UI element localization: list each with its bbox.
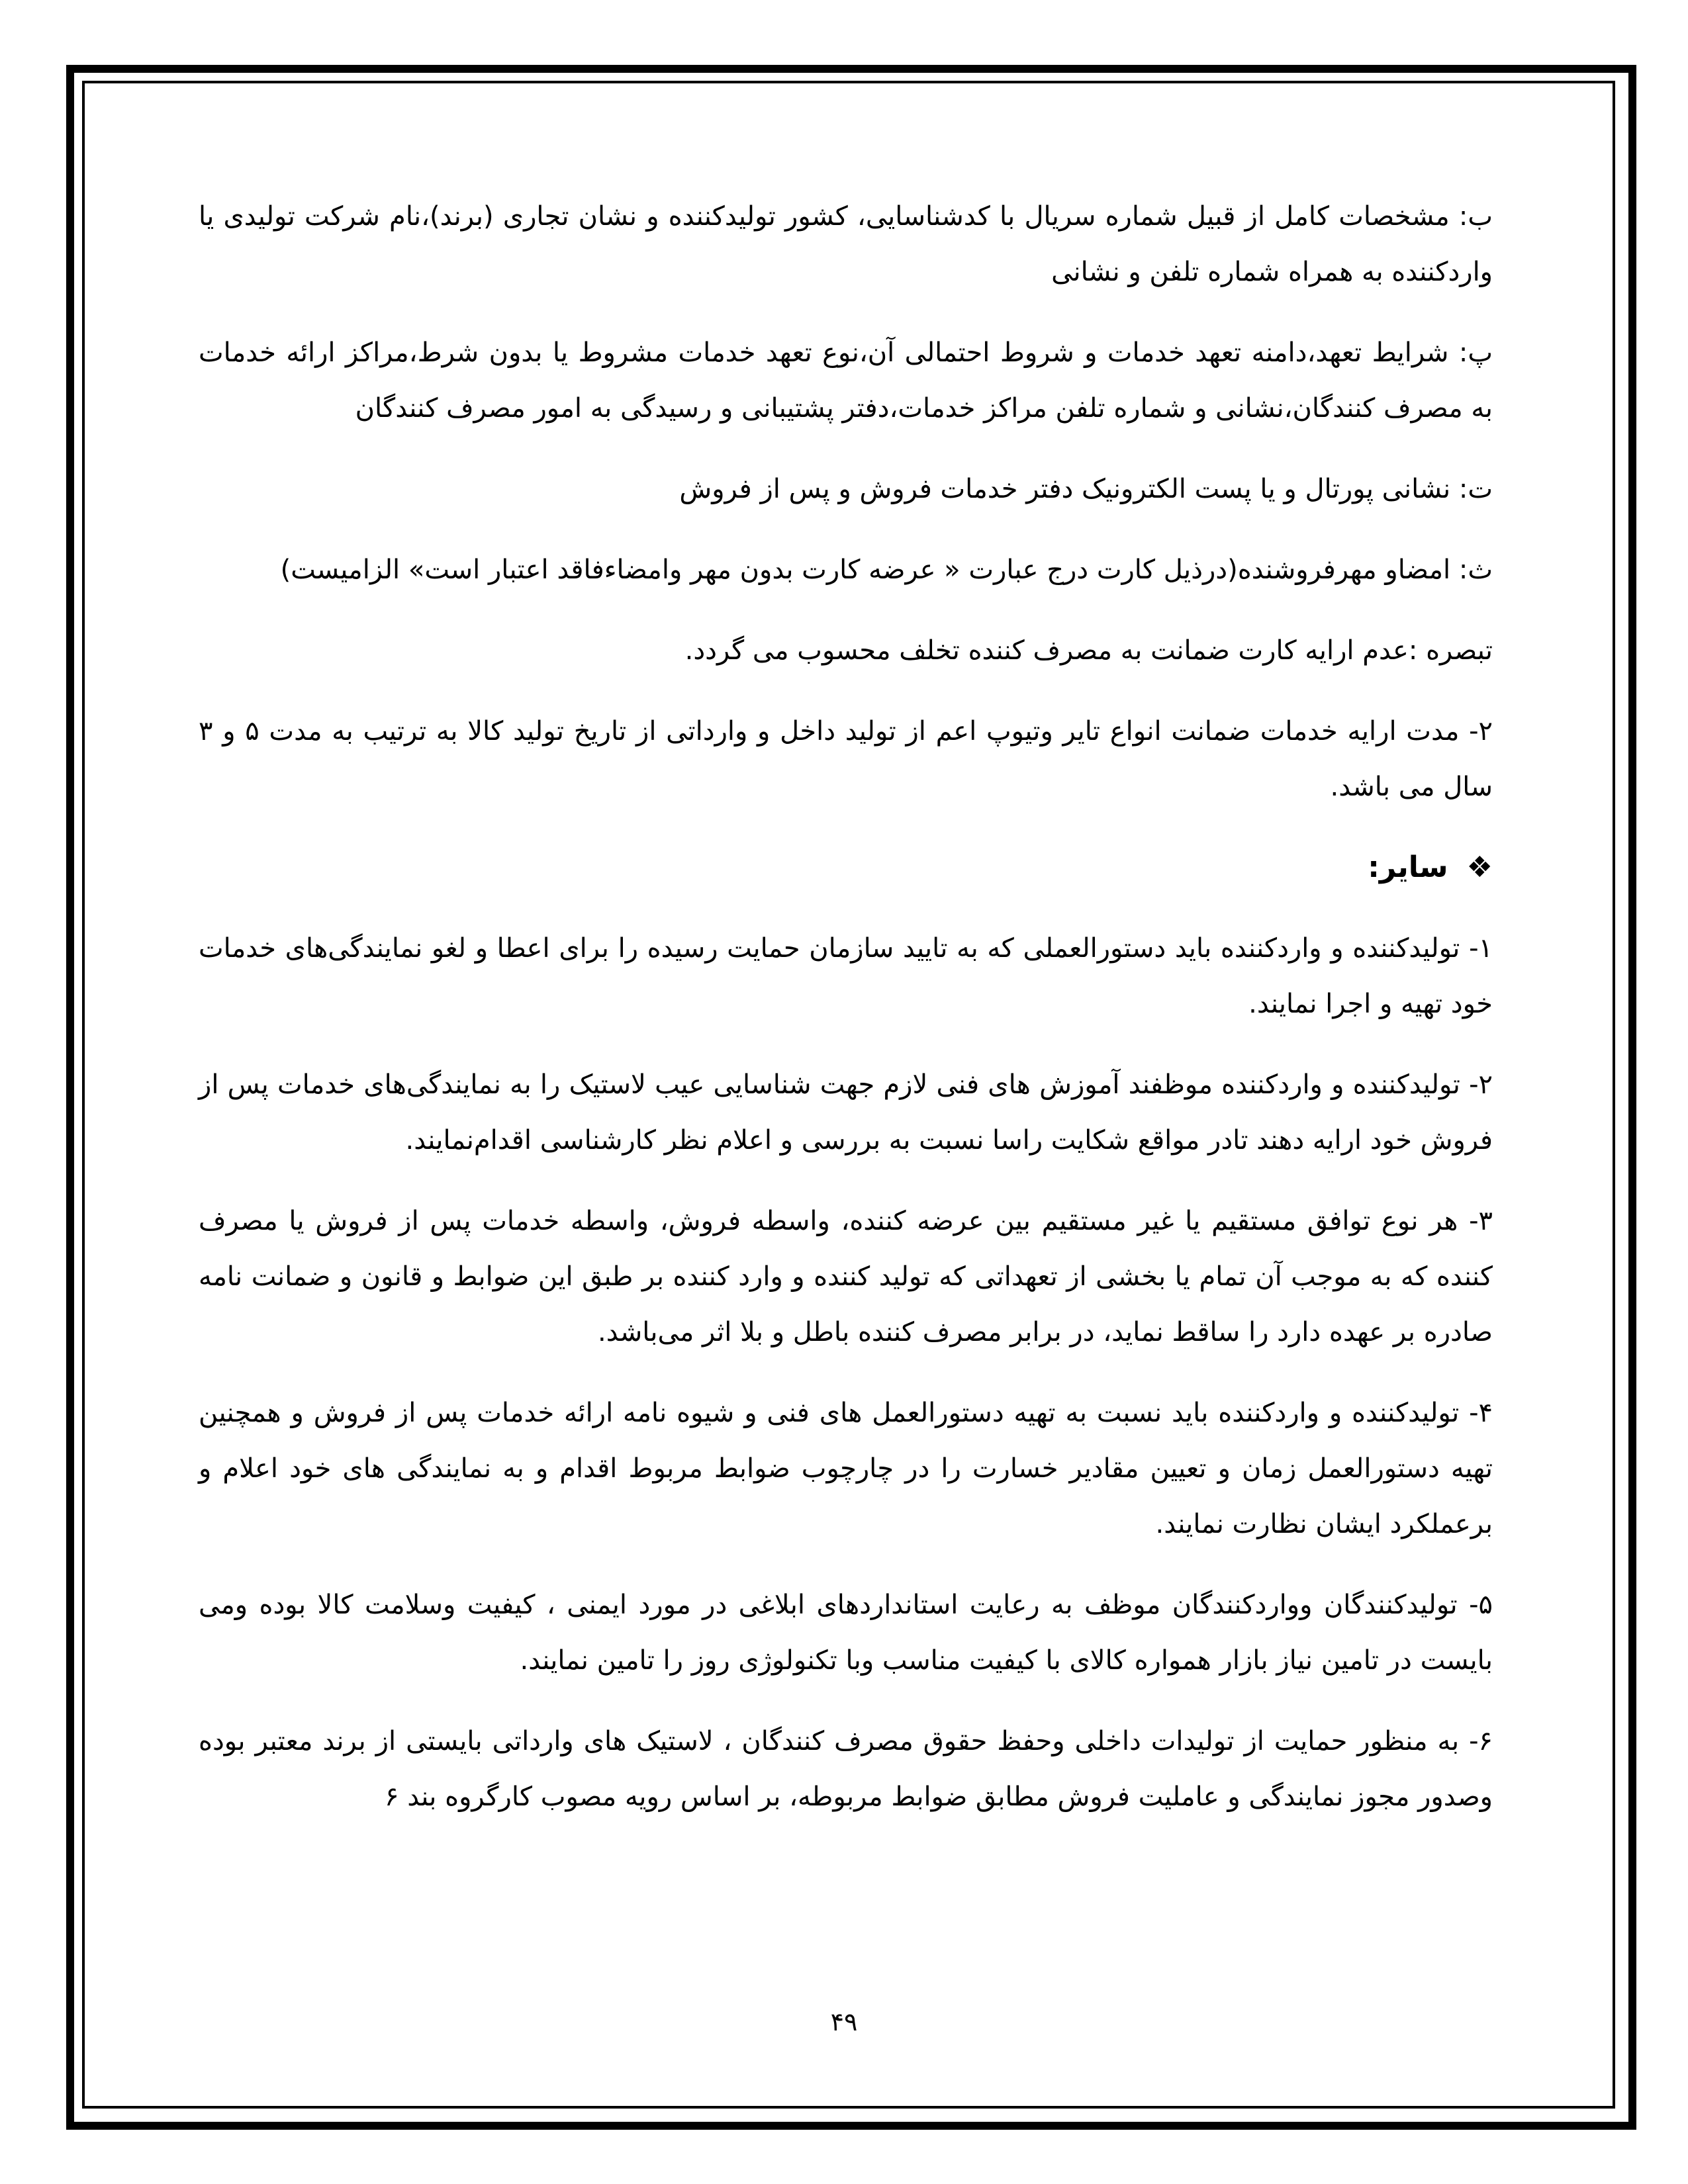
paragraph-note: تبصره :عدم ارایه کارت ضمانت به مصرف کننده تخلف محسوب می گردد. bbox=[684, 635, 1493, 666]
paragraph-other-2: ۲- تولیدکننده و واردکننده موظفند آموزش های فنی لازم جهت شناسایی عیب لاستیک را به نمایندگی‌های خدمات پس از فروش خود ارایه دهند تادر مواقع شکایت راسا نسبت به بررسی و اعلام نظر کارشناسی اقدام‌نمایند. bbox=[199, 1069, 1493, 1156]
paragraph-other-6: ۶- به منظور حمایت از تولیدات داخلی وحفظ حقوق مصرف کنندگان ، لاستیک های وارداتی بایستی از برند معتبر بوده وصدور مجوز نمایندگی و عاملیت فروش مطابق ضوابط مربوطه، بر اساس رویه مصوب کارگروه بند ۶ bbox=[199, 1726, 1493, 1812]
paragraph-t: ت: نشانی پورتال و یا پست الکترونیک دفتر خدمات فروش و پس از فروش bbox=[679, 474, 1493, 504]
paragraph-other-5: ۵- تولیدکنندگان وواردکنندگان موظف به رعایت استانداردهای ابلاغی در مورد ایمنی ، کیفیت وسلامت کالا بوده ومی بایست در تامین نیاز بازار همواره کالای با کیفیت مناسب وبا تکنولوژی روز را تامین نمایند. bbox=[199, 1590, 1493, 1676]
paragraph-other-4: ۴- تولیدکننده و واردکننده باید نسبت به تهیه دستورالعمل های فنی و شیوه نامه ارائه خدمات پس از فروش و همچنین تهیه دستورالعمل زمان و تعیین مقادیر خسارت را در چارچوب ضوابط مربوط اقدام و به نمایندگی های خود اعلام و برعملکرد ایشان نظارت نمایند. bbox=[199, 1398, 1493, 1539]
document-body bbox=[199, 189, 1493, 1850]
paragraph-p: پ: شرایط تعهد،دامنه تعهد خدمات و شروط احتمالی آن،نوع تعهد خدمات مشروط یا بدون شرط،مراکز ارائه خدمات به مصرف کنندگان،نشانی و شماره تلفن مراکز خدمات،دفتر پشتیبانی و رسیدگی به امور مصرف کنندگان bbox=[199, 338, 1493, 424]
paragraph-item-2: ۲- مدت ارایه خدمات ضمانت انواع تایر وتیوپ اعم از تولید داخل و وارداتی از تاریخ تولید کالا به ترتیب به مدت ۵ و ۳ سال می باشد. bbox=[199, 716, 1493, 802]
paragraph-b: ب: مشخصات کامل از قبیل شماره سریال با کدشناسایی، کشور تولیدکننده و نشان تجاری (برند)،نام شرکت تولیدی یا واردکننده به همراه شماره تلفن و نشانی bbox=[199, 201, 1493, 287]
diamond-bullet-icon: ❖ bbox=[1466, 850, 1493, 884]
paragraph-s: ث: امضاو مهرفروشنده(درذیل کارت درج عبارت « عرضه کارت بدون مهر وامضاءفاقد اعتبار است» الزامیست) bbox=[280, 555, 1493, 585]
section-heading-text: سایر: bbox=[1368, 850, 1448, 884]
section-heading bbox=[199, 840, 1493, 895]
page-number: ۴۹ bbox=[830, 2007, 858, 2036]
paragraph-other-3: ۳- هر نوع توافق مستقیم یا غیر مستقیم بین عرضه کننده، واسطه فروش، واسطه خدمات پس از فروش یا مصرف کننده که به موجب آن تمام یا بخشی از تعهداتی که تولید کننده و وارد کننده بر طبق این ضوابط و قانون و ضمانت نامه صادره بر عهده دارد را ساقط نماید، در برابر مصرف کننده باطل و بلا اثر می‌باشد. bbox=[199, 1206, 1493, 1347]
paragraph-other-1: ۱- تولیدکننده و واردکننده باید دستورالعملی که به تایید سازمان حمایت رسیده را برای اعطا و لغو نمایندگی‌های خدمات خود تهیه و اجرا نمایند. bbox=[199, 933, 1493, 1019]
